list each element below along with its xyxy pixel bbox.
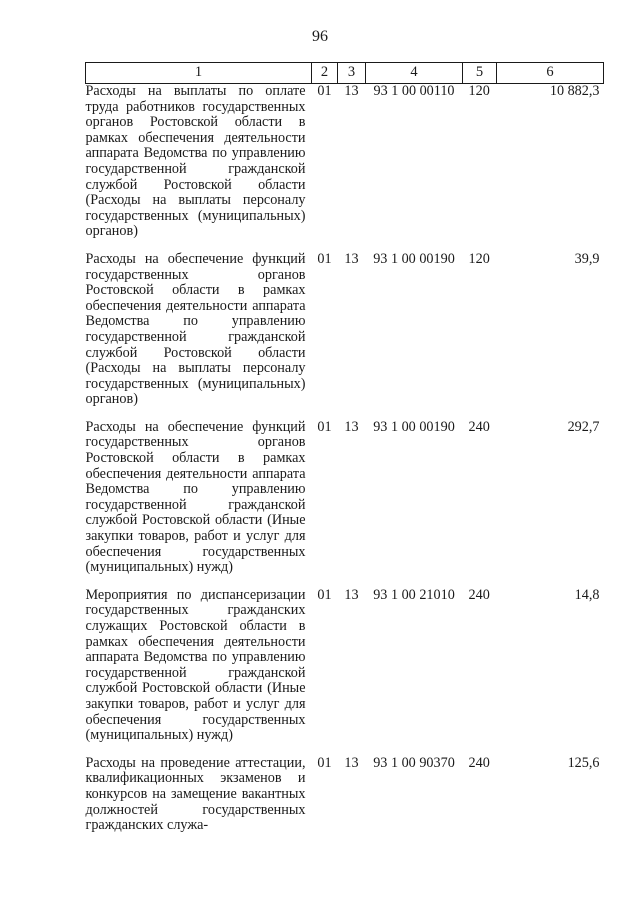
- row-expense-type: 240: [468, 754, 490, 771]
- row-section: 01: [317, 754, 332, 771]
- row-target-article: 93 1 00 00190: [373, 418, 455, 435]
- row-amount: 10 882,3: [549, 83, 600, 99]
- row-section: 01: [317, 250, 332, 267]
- row-section: 01: [317, 586, 332, 603]
- table-row: [86, 252, 604, 420]
- row-expense-type: 120: [468, 250, 490, 267]
- row-expense-type: 240: [468, 586, 490, 603]
- row-target-article: 93 1 00 90370: [373, 754, 455, 771]
- column-header-3: 3: [338, 63, 366, 84]
- row-target-article: 93 1 00 00110: [373, 83, 455, 99]
- row-section: 01: [317, 83, 332, 99]
- column-header-5: 5: [463, 63, 497, 84]
- row-expense-type: 120: [468, 83, 490, 99]
- row-description: Расходы на обеспечение функций государственных органов Ростовской области в рамках обеспечения деятельности аппарата Ведомства по управлению государственной гражданской службой Ростовской области (Расходы на выплаты персоналу государственных (муниципальных) органов): [85, 250, 306, 408]
- row-target-article: 93 1 00 21010: [373, 586, 455, 603]
- table-header-row: [86, 63, 604, 84]
- row-target-article: 93 1 00 00190: [373, 250, 455, 267]
- column-header-1: 1: [86, 63, 312, 84]
- budget-table: [85, 62, 604, 846]
- row-description: Расходы на обеспечение функций государственных органов Ростовской области в рамках обеспечения деятельности аппарата Ведомства по управлению государственной гражданской службой Ростовской области (Иные закупки товаров, работ и услуг для обеспечения государственных (муниципальных) нужд): [85, 418, 306, 576]
- row-subsection: 13: [344, 418, 359, 435]
- row-description: Расходы на выплаты по оплате труда работников государственных органов Ростовской области в рамках обеспечения деятельности аппарата Ведомства по управлению государственной гражданской службой Ростовской области (Расходы на выплаты персоналу государственных (муниципальных) органов): [85, 83, 306, 240]
- row-subsection: 13: [344, 586, 359, 603]
- row-expense-type: 240: [468, 418, 490, 435]
- table-row: [86, 588, 604, 756]
- row-amount: 39,9: [574, 250, 600, 267]
- table-row: [86, 84, 604, 252]
- row-amount: 14,8: [574, 586, 600, 603]
- table-row: [86, 420, 604, 588]
- column-header-4: 4: [366, 63, 463, 84]
- row-subsection: 13: [344, 83, 359, 99]
- row-description: Мероприятия по диспансеризации государственных гражданских служащих Ростовской области в рамках обеспечения деятельности аппарата Ведомства по управлению государственной гражданской службой Ростовской области (Иные закупки товаров, работ и услуг для обеспечения государственных (муниципальных) нужд): [85, 586, 306, 744]
- page-number: 96: [312, 28, 328, 45]
- column-header-2: 2: [312, 63, 338, 84]
- table-row: [86, 756, 604, 846]
- row-description: Расходы на проведение аттестации, квалификационных экзаменов и конкурсов на замещение вакантных должностей государственных гражданских служа-: [85, 754, 306, 834]
- row-amount: 125,6: [567, 754, 600, 771]
- row-section: 01: [317, 418, 332, 435]
- row-amount: 292,7: [567, 418, 600, 435]
- row-subsection: 13: [344, 754, 359, 771]
- column-header-6: 6: [497, 63, 604, 84]
- row-subsection: 13: [344, 250, 359, 267]
